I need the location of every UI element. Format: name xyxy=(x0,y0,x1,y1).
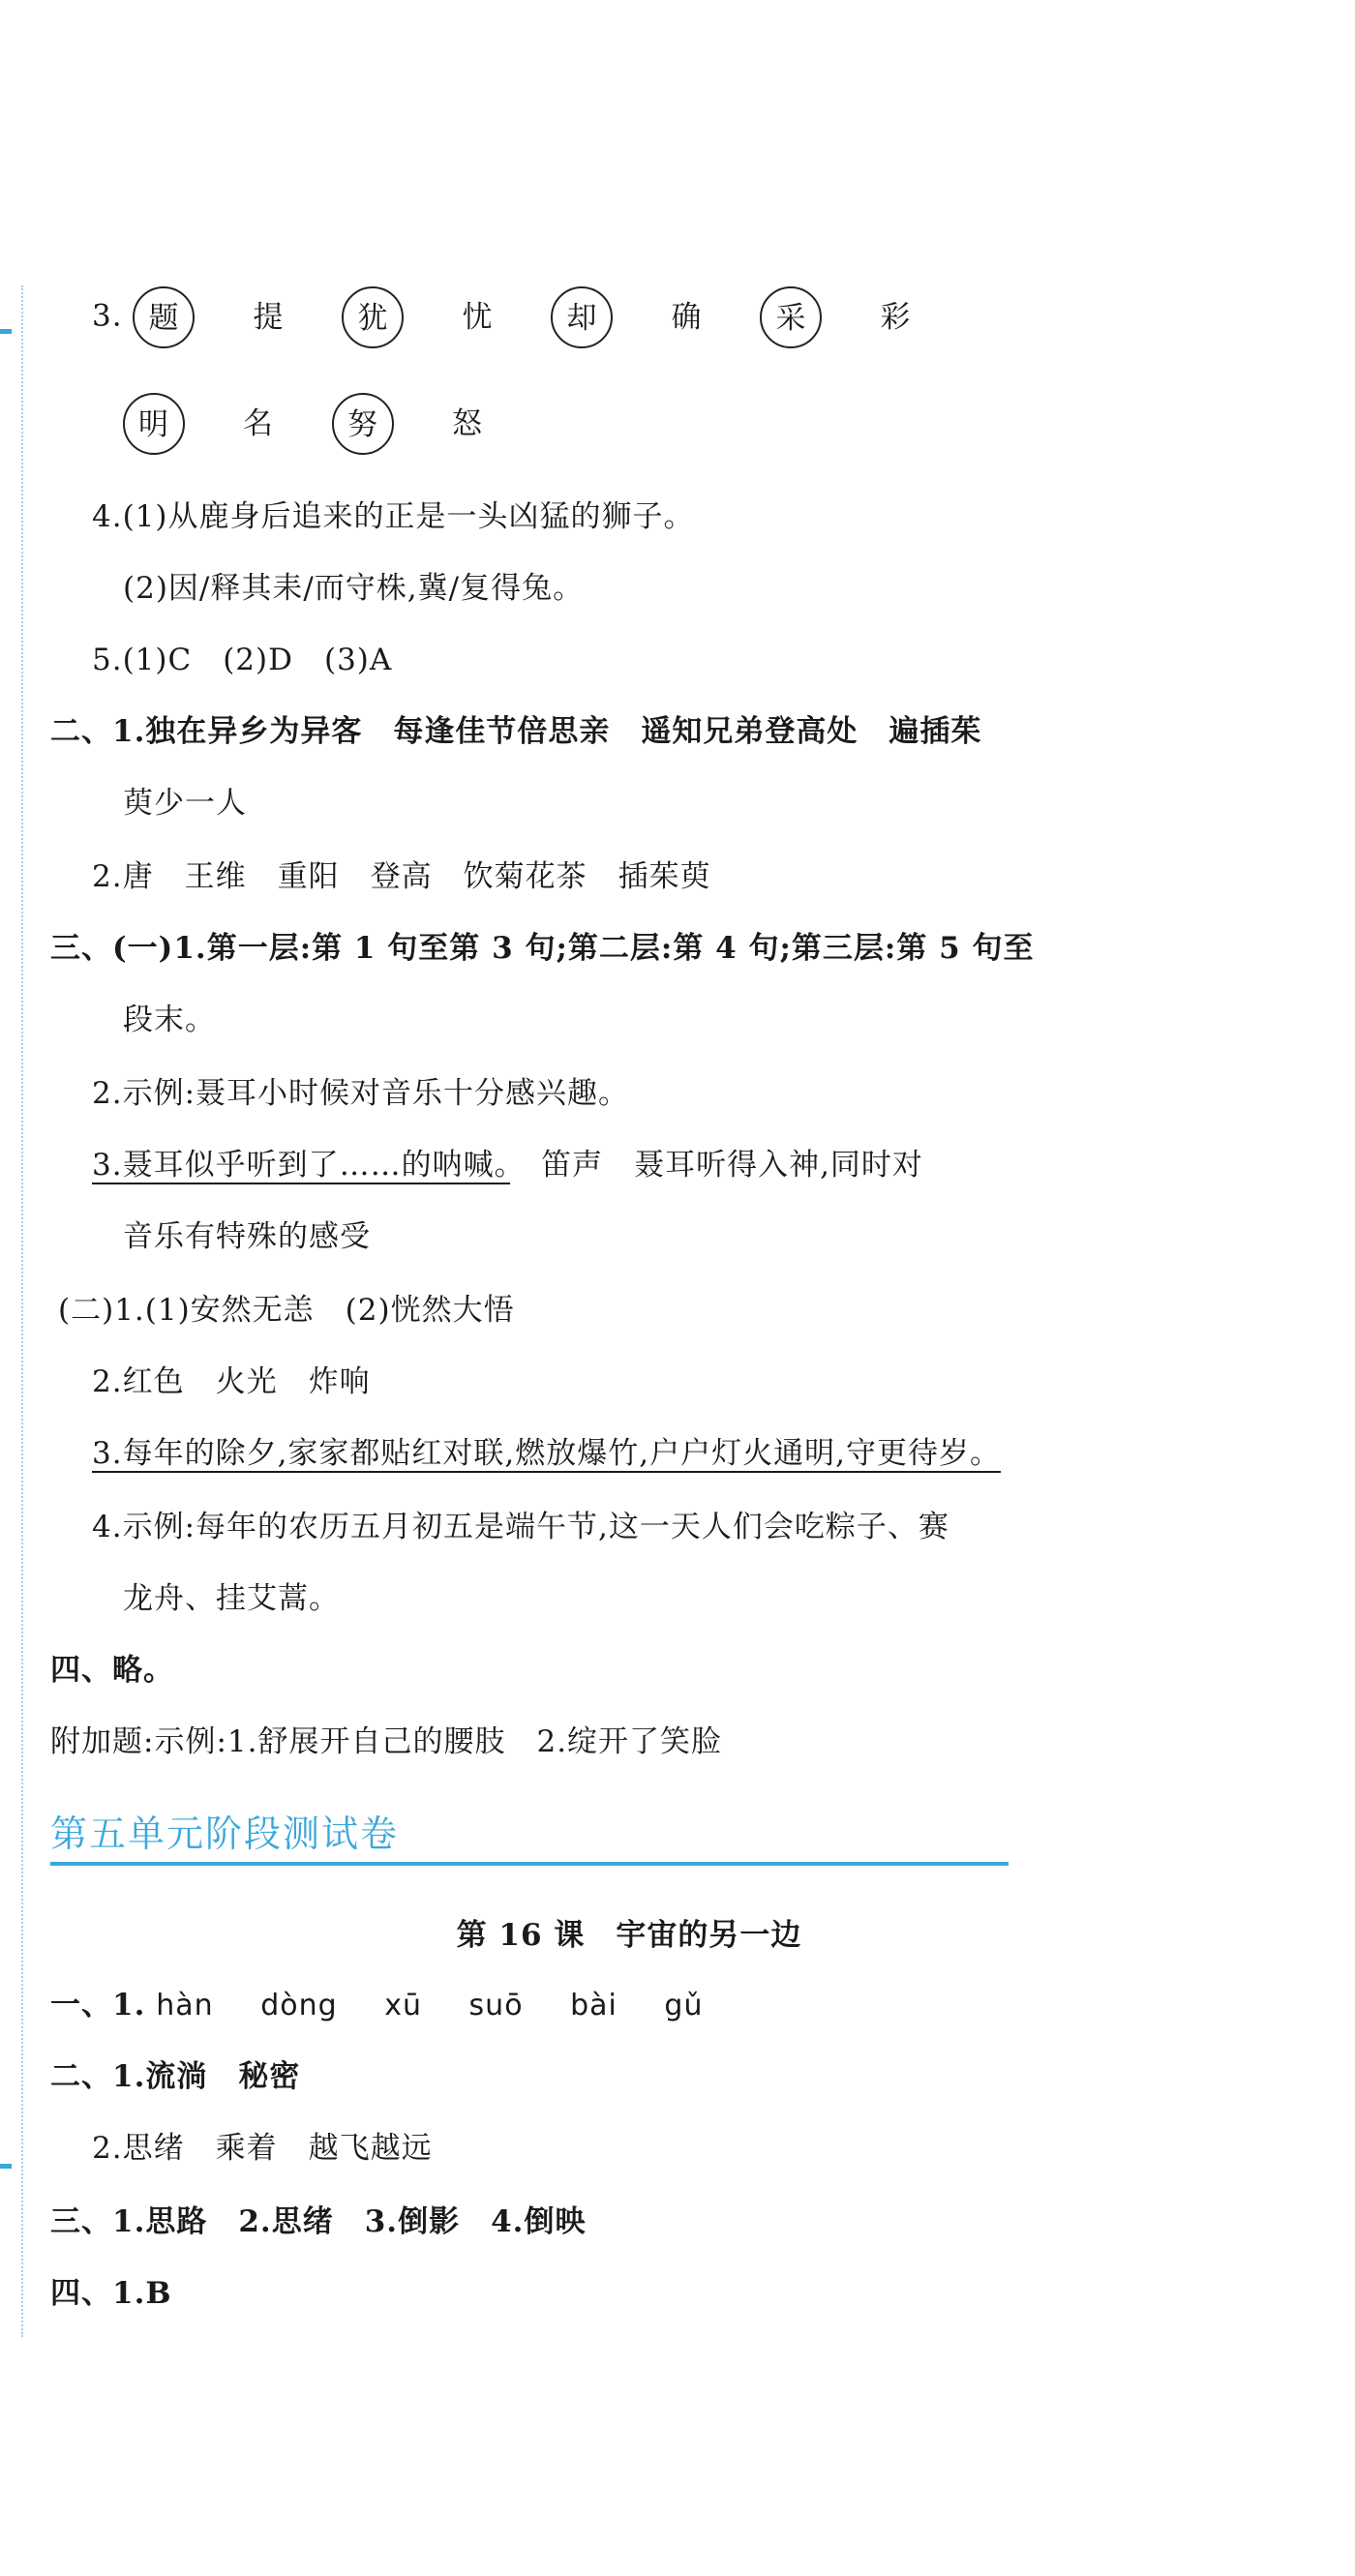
answer-line: (2)因/释其耒/而守株,冀/复得兔。 xyxy=(123,571,585,606)
answer-line: 2.示例:聂耳小时候对音乐十分感兴趣。 xyxy=(92,1076,630,1111)
margin-mark xyxy=(0,2164,12,2169)
answer-line xyxy=(92,1144,923,1186)
answer-line: 音乐有特殊的感受 xyxy=(123,1219,371,1254)
q3-row1 xyxy=(92,286,926,348)
answer-text: 笛声 聂耳听得入神,同时对 xyxy=(510,1148,923,1183)
answer-line: 2.唐 王维 重阳 登高 饮菊花茶 插茱萸 xyxy=(92,859,711,894)
circled-character: 却 xyxy=(551,286,613,348)
q3-row2 xyxy=(123,393,498,455)
pinyin-item: dòng xyxy=(260,1989,338,2022)
plain-character: 确 xyxy=(671,300,703,335)
circled-character: 题 xyxy=(133,286,195,348)
pinyin-item: suō xyxy=(468,1989,524,2022)
pinyin-list xyxy=(156,1989,739,2022)
underlined-answer: 3.每年的除夕,家家都贴红对联,燃放爆竹,户户灯火通明,守更待岁。 xyxy=(92,1436,1001,1471)
pinyin-item: bài xyxy=(570,1989,617,2022)
plain-character: 彩 xyxy=(880,300,912,335)
answer-line xyxy=(92,1432,1001,1475)
answer-line: 龙舟、挂艾蒿。 xyxy=(123,1581,340,1616)
circled-character: 努 xyxy=(332,393,394,455)
answer-line: 二、1.流淌 秘密 xyxy=(50,2059,301,2094)
answer-line: 萸少一人 xyxy=(123,786,247,821)
plain-character: 名 xyxy=(243,406,274,441)
answer-prefix: 一、1. xyxy=(50,1988,146,2022)
answer-line: 附加题:示例:1.舒展开自己的腰肢 2.绽开了笑脸 xyxy=(50,1724,723,1759)
answer-line: 段末。 xyxy=(123,1003,216,1037)
pinyin-item: hàn xyxy=(156,1989,214,2022)
answer-line: 三、1.思路 2.思绪 3.倒影 4.倒映 xyxy=(50,2204,587,2239)
answer-line: 二、1.独在异乡为异客 每逢佳节倍思亲 遥知兄弟登高处 遍插茱 xyxy=(50,714,982,749)
answer-line: 2.红色 火光 炸响 xyxy=(92,1364,371,1399)
q3-char-group xyxy=(133,299,926,334)
answer-line: (二)1.(1)安然无恙 (2)恍然大悟 xyxy=(58,1293,515,1328)
circled-character: 明 xyxy=(123,393,185,455)
answer-line: 四、略。 xyxy=(50,1653,174,1688)
circled-character: 犹 xyxy=(342,286,404,348)
answer-line: 2.思绪 乘着 越飞越远 xyxy=(92,2131,433,2166)
answer-line: 5.(1)C (2)D (3)A xyxy=(92,643,393,677)
answer-line: 4.(1)从鹿身后追来的正是一头凶猛的狮子。 xyxy=(92,499,695,534)
answer-line: 四、1.B xyxy=(50,2276,172,2311)
q3-prefix: 3. xyxy=(92,298,123,334)
pinyin-line xyxy=(50,1984,739,2027)
underlined-answer: 3.聂耳似乎听到了……的呐喊。 xyxy=(92,1148,511,1183)
plain-character: 怒 xyxy=(452,406,483,441)
answer-line: 三、(一)1.第一层:第 1 句至第 3 句;第二层:第 4 句;第三层:第 5 句至 xyxy=(50,931,1035,966)
plain-character: 提 xyxy=(253,300,285,335)
lesson-title: 第 16 课 宇宙的另一边 xyxy=(456,1918,802,1953)
circled-character: 采 xyxy=(760,286,822,348)
margin-mark xyxy=(0,329,12,334)
pinyin-item: xū xyxy=(384,1989,422,2022)
answer-line: 4.示例:每年的农历五月初五是端午节,这一天人们会吃粽子、赛 xyxy=(92,1510,949,1544)
pinyin-item: gǔ xyxy=(664,1989,704,2022)
section-title: 第五单元阶段测试卷 xyxy=(50,1812,1009,1866)
margin-dotted-line xyxy=(21,285,23,2337)
q3-char-group xyxy=(123,405,498,440)
plain-character: 忧 xyxy=(462,300,494,335)
